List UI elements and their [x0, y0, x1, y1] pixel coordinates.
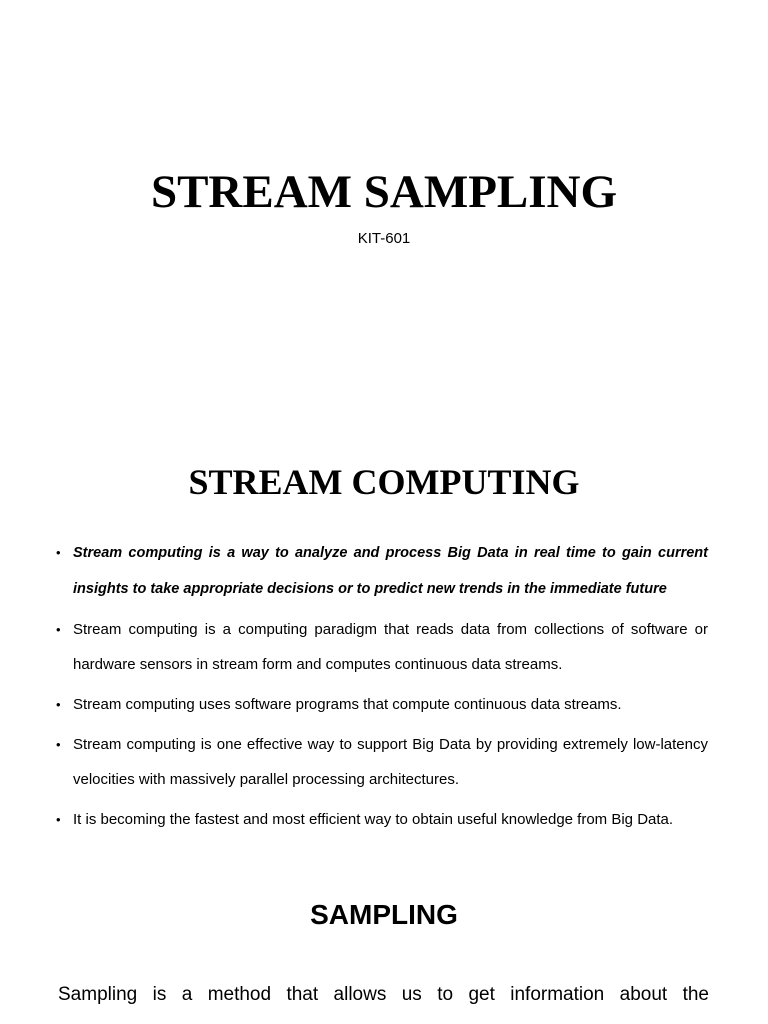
- bullet-item: [56, 535, 708, 607]
- slide-title-stream-computing: STREAM COMPUTING: [188, 462, 580, 502]
- bullet-item: [56, 612, 708, 682]
- bullet-icon: •: [56, 622, 61, 637]
- bullet-icon: •: [56, 812, 61, 827]
- slide-title-stream-sampling: STREAM SAMPLING: [150, 166, 618, 218]
- bullet-text: Stream computing is a computing paradigm that reads data from collections of software or hardware sensors in stream form and computes continuous data streams.: [73, 621, 708, 673]
- bullet-item: [56, 802, 708, 837]
- bullet-list: [56, 535, 708, 842]
- slide-subtitle-course-code: KIT-601: [357, 230, 411, 247]
- bullet-text: It is becoming the fastest and most efficient way to obtain useful knowledge from Big Data.: [73, 811, 674, 828]
- bullet-icon: •: [56, 545, 61, 560]
- sampling-paragraph: Sampling is a method that allows us to get information about the: [58, 984, 709, 1005]
- slide-title-sampling: SAMPLING: [310, 899, 458, 930]
- bullet-text: Stream computing is one effective way to support Big Data by providing extremely low-latency velocities with massively parallel processing architectures.: [73, 736, 708, 788]
- bullet-text: Stream computing is a way to analyze and process Big Data in real time to gain current insights to take appropriate decisions or to predict new trends in the immediate future: [73, 545, 708, 597]
- bullet-item: [56, 727, 708, 797]
- bullet-icon: •: [56, 697, 61, 712]
- bullet-text: Stream computing uses software programs that compute continuous data streams.: [73, 696, 622, 713]
- bullet-icon: •: [56, 737, 61, 752]
- bullet-item: [56, 687, 708, 722]
